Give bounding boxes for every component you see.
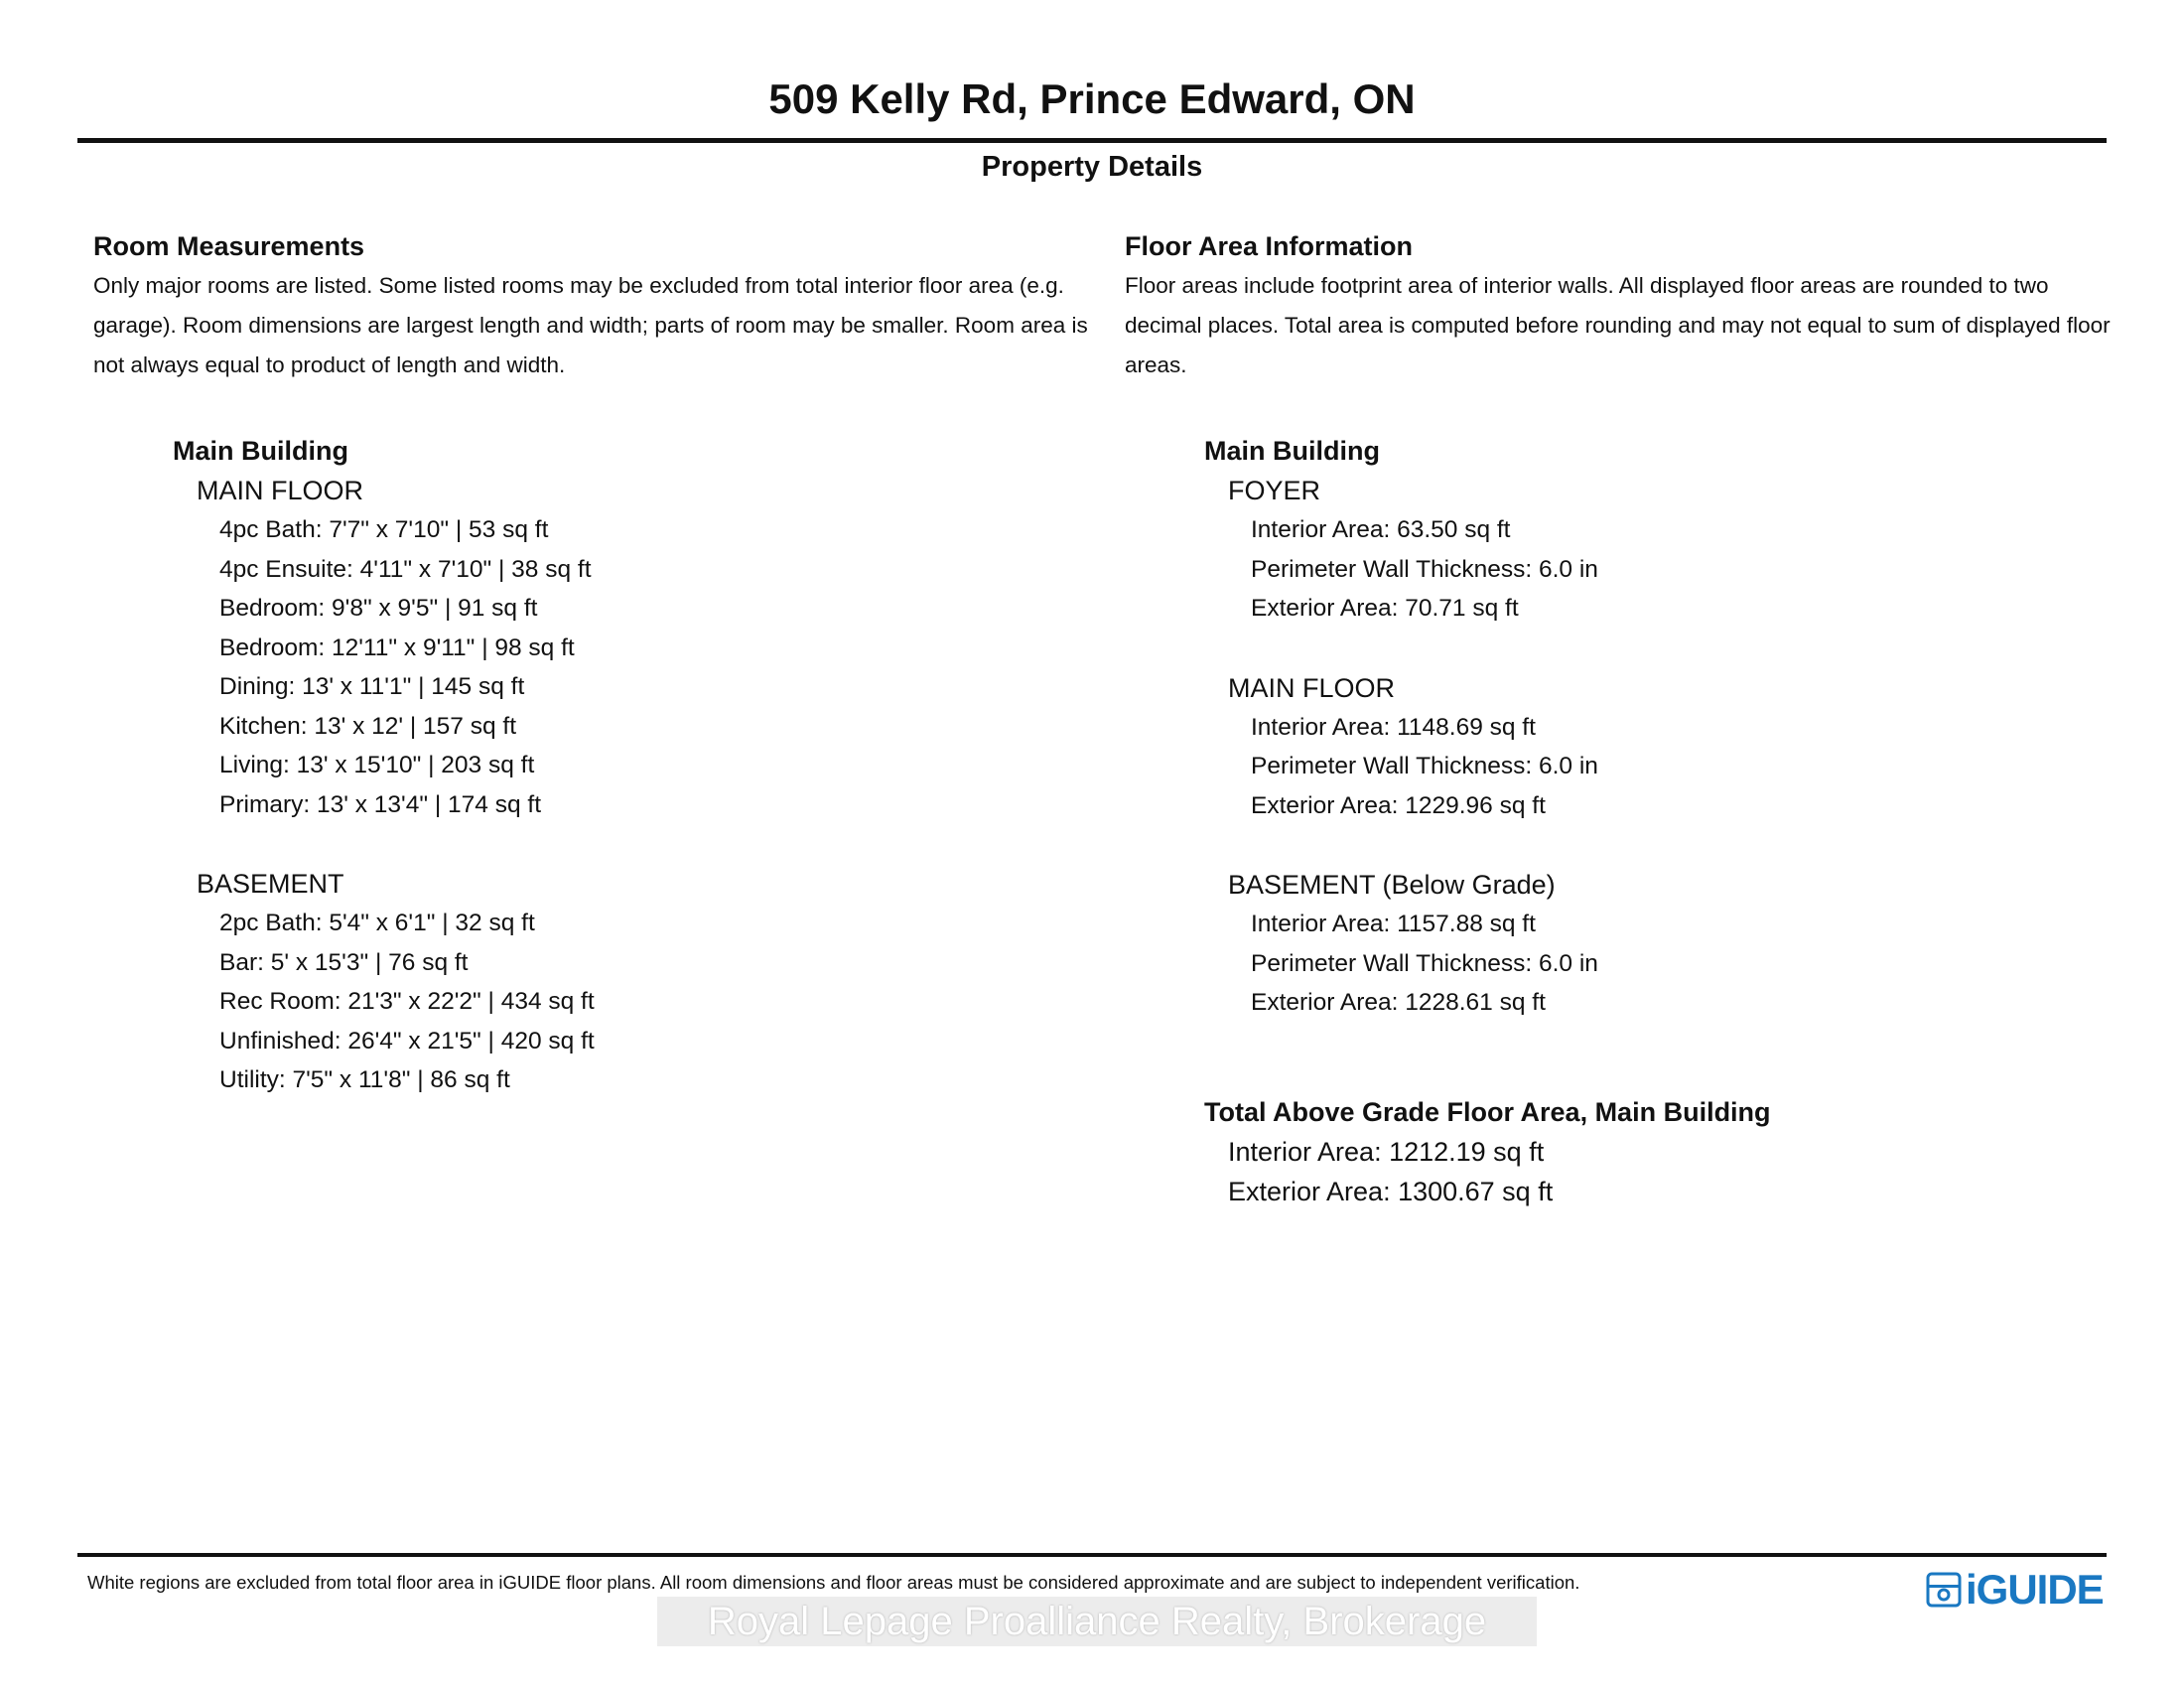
room-row: 4pc Bath: 7'7" x 7'10" | 53 sq ft [219,516,549,543]
footer-divider [77,1553,2107,1557]
exterior-area: Exterior Area: 70.71 sq ft [1251,595,1519,622]
room-row: Bar: 5' x 15'3" | 76 sq ft [219,948,469,976]
iguide-logo [1926,1567,2104,1613]
interior-area: Interior Area: 63.50 sq ft [1251,516,1511,543]
total-exterior-area: Exterior Area: 1300.67 sq ft [1228,1176,1554,1206]
room-row: 2pc Bath: 5'4" x 6'1" | 32 sq ft [219,910,535,936]
room-row: 4pc Ensuite: 4'11" x 7'10" | 38 sq ft [219,555,592,583]
floor-area-section [1125,226,2184,1211]
interior-area: Interior Area: 1157.88 sq ft [1251,911,1536,937]
room-row: Living: 13' x 15'10" | 203 sq ft [219,752,535,778]
exterior-area: Exterior Area: 1228.61 sq ft [1251,989,1546,1016]
room-measurements-intro: Only major rooms are listed. Some listed rooms may be excluded from total interior floor area (e.g. garage). Room dimensions are largest length and width; parts of room may be smaller. Room area is not always equal to product of length and width. [93,273,1088,377]
iguide-logo-text: iGUIDE [1966,1566,2104,1613]
interior-area: Interior Area: 1148.69 sq ft [1251,713,1536,741]
brokerage-watermark: Royal Lepage Proalliance Realty, Brokerage [657,1597,1537,1646]
iguide-logo-icon [1926,1572,1962,1608]
header-divider [77,138,2107,143]
total-area-block [1125,1092,2184,1211]
area-floor-heading: FOYER [1228,476,1321,505]
area-building-block [1125,431,2184,1023]
room-row: Kitchen: 13' x 12' | 157 sq ft [219,712,517,740]
wall-thickness: Perimeter Wall Thickness: 6.0 in [1251,555,1598,583]
room-row: Dining: 13' x 11'1" | 145 sq ft [219,673,525,700]
area-floor-heading: BASEMENT (Below Grade) [1228,870,1556,900]
room-row: Unfinished: 26'4" x 21'5" | 420 sq ft [219,1027,595,1055]
wall-thickness: Perimeter Wall Thickness: 6.0 in [1251,753,1598,779]
room-row: Primary: 13' x 13'4" | 174 sq ft [219,790,542,818]
room-measurements-heading: Room Measurements [93,231,365,261]
area-floor-heading: MAIN FLOOR [1228,672,1396,703]
spacer [93,824,1165,864]
room-floor-heading: BASEMENT [197,869,344,899]
room-row: Bedroom: 12'11" x 9'11" | 98 sq ft [219,633,575,661]
room-measurements-section [93,226,1165,1100]
wall-thickness: Perimeter Wall Thickness: 6.0 in [1251,949,1598,977]
spacer [1125,629,2184,668]
page-subtitle: Property Details [981,151,1203,183]
room-row: Bedroom: 9'8" x 9'5" | 91 sq ft [219,595,538,622]
room-building-block [93,431,1165,1100]
floor-area-heading: Floor Area Information [1125,231,1414,261]
exterior-area: Exterior Area: 1229.96 sq ft [1251,791,1546,819]
floor-area-intro: Floor areas include footprint area of interior walls. All displayed floor areas are rounded to two decimal places. Total area is computed before rounding and may not equal to sum of displayed floor areas. [1125,273,2111,377]
room-floor-heading: MAIN FLOOR [197,476,364,505]
page-title: 509 Kelly Rd, Prince Edward, ON [768,75,1416,122]
room-row: Rec Room: 21'3" x 22'2" | 434 sq ft [219,988,595,1015]
total-area-heading: Total Above Grade Floor Area, Main Building [1204,1096,1771,1127]
area-building-heading: Main Building [1204,436,1380,466]
room-building-heading: Main Building [173,436,348,466]
spacer [1125,825,2184,865]
footer-disclaimer: White regions are excluded from total floor area in iGUIDE floor plans. All room dimensions and floor areas must be considered approximate and are subject to independent verification. [87,1572,1580,1593]
room-row: Utility: 7'5" x 11'8" | 86 sq ft [219,1066,510,1093]
total-interior-area: Interior Area: 1212.19 sq ft [1228,1136,1545,1167]
